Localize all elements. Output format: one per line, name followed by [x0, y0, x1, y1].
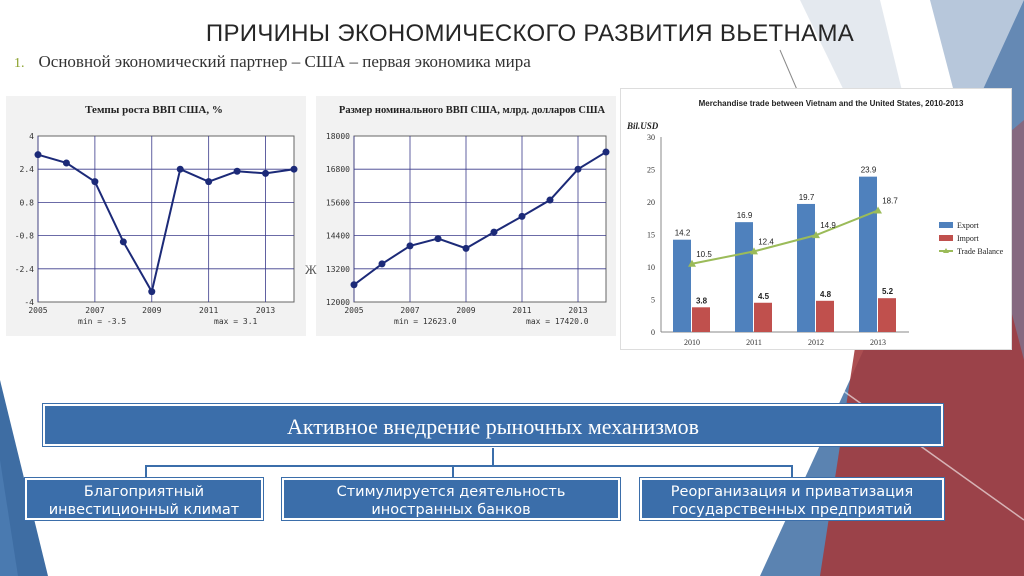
trade-chart-panel — [620, 88, 1012, 350]
data-point — [519, 213, 526, 220]
y-tick-label: 4 — [29, 132, 34, 141]
trade-balance-line — [692, 210, 878, 263]
legend-label: Trade Balance — [957, 247, 1004, 256]
y-tick-label: 5 — [651, 295, 655, 305]
market-mechanisms-box: Активное внедрение рыночных механизмов — [43, 404, 943, 446]
max-label: max = 17420.0 — [526, 317, 589, 326]
data-point — [575, 166, 582, 173]
connector-horizontal — [145, 465, 793, 467]
bullet-number: 1. — [14, 56, 25, 71]
data-point — [120, 238, 127, 245]
y-tick-label: 2.4 — [19, 165, 34, 175]
x-tick-label: 2010 — [684, 338, 700, 347]
data-point — [91, 178, 98, 185]
max-label: max = 3.1 — [214, 317, 258, 326]
legend-swatch — [939, 222, 953, 228]
y-axis-label: Bil.USD — [627, 121, 659, 131]
import-bar — [754, 303, 772, 332]
data-point — [407, 242, 414, 249]
x-tick-label: 2009 — [142, 306, 162, 315]
export-bar — [859, 177, 877, 332]
gdp-growth-chart — [6, 96, 306, 336]
data-label: 18.7 — [882, 196, 898, 206]
chart-title: Темпы роста ВВП США, % — [85, 104, 223, 116]
x-tick-label: 2013 — [870, 338, 886, 347]
investment-climate-box: Благоприятный инвестиционный климат — [25, 478, 263, 520]
chart-title: Размер номинального ВВП США, млрд. долларов США — [338, 105, 606, 116]
connector-middle — [452, 465, 454, 478]
data-label: 14.2 — [674, 228, 691, 238]
gdp-growth-chart-panel — [6, 96, 306, 336]
data-point — [547, 197, 554, 204]
data-label: 16.9 — [736, 211, 753, 221]
trade-chart — [621, 89, 1011, 349]
x-tick-label: 2012 — [808, 338, 824, 347]
data-point — [262, 170, 269, 177]
import-bar — [878, 298, 896, 332]
x-tick-label: 2011 — [512, 306, 532, 315]
data-point — [491, 229, 498, 236]
y-tick-label: 20 — [647, 198, 655, 207]
x-tick-label: 2009 — [456, 306, 476, 315]
connector-left — [145, 465, 147, 478]
connector-right — [791, 465, 793, 478]
min-label: min = -3.5 — [78, 317, 127, 326]
export-bar — [797, 204, 815, 332]
data-point — [177, 166, 184, 173]
data-point — [379, 260, 386, 267]
y-tick-label: -4 — [24, 298, 34, 307]
slide-title: ПРИЧИНЫ ЭКОНОМИЧЕСКОГО РАЗВИТИЯ ВЬЕТНАМА — [205, 20, 855, 47]
y-tick-label: 30 — [647, 133, 655, 142]
y-tick-label: 25 — [647, 165, 655, 175]
legend-swatch — [939, 235, 953, 241]
x-tick-label: 2011 — [199, 306, 219, 315]
plot-area — [38, 136, 294, 302]
y-tick-label: 18000 — [325, 132, 350, 141]
y-tick-label: 10 — [647, 263, 655, 272]
data-label: 4.8 — [819, 289, 832, 299]
foreign-banks-box: Стимулируется деятельность иностранных банков — [282, 478, 620, 520]
x-tick-label: 2005 — [344, 306, 364, 315]
data-point — [148, 288, 155, 295]
legend-label: Import — [957, 234, 979, 243]
import-bar — [692, 307, 710, 332]
data-point — [35, 151, 42, 158]
x-tick-label: 2013 — [255, 306, 276, 315]
y-tick-label: 12000 — [325, 298, 350, 307]
data-label: 5.2 — [881, 287, 894, 297]
y-tick-label: 16800 — [325, 165, 350, 175]
import-bar — [816, 301, 834, 332]
y-tick-label: 15 — [647, 230, 655, 240]
x-tick-label: 2011 — [746, 338, 762, 347]
data-label: 3.8 — [695, 296, 708, 306]
y-tick-label: -2.4 — [14, 264, 34, 274]
min-label: min = 12623.0 — [394, 317, 457, 326]
data-point — [351, 281, 358, 288]
chart-title: Merchandise trade between Vietnam and the United States, 2010-2013 — [698, 99, 964, 108]
connector-vertical — [492, 448, 494, 466]
data-label: 10.5 — [696, 249, 712, 259]
privatization-box: Реорганизация и приватизация государственных предприятий — [640, 478, 944, 520]
x-tick-label: 2007 — [400, 306, 420, 315]
y-tick-label: 13200 — [325, 264, 350, 274]
plot-area — [354, 136, 606, 302]
data-label: 19.7 — [798, 192, 815, 202]
y-tick-label: 0.8 — [19, 198, 34, 208]
data-label: 12.4 — [758, 237, 774, 247]
y-tick-label: 15600 — [325, 198, 350, 208]
data-point — [603, 149, 610, 156]
x-tick-label: 2013 — [568, 306, 588, 315]
y-tick-label: 0 — [651, 328, 655, 337]
gdp-size-chart-panel — [316, 96, 616, 336]
y-tick-label: -0.8 — [14, 231, 34, 241]
data-point — [463, 245, 470, 252]
gdp-size-chart — [316, 96, 616, 336]
data-label: 4.5 — [757, 291, 770, 301]
x-tick-label: 2005 — [28, 306, 48, 315]
data-point — [234, 168, 241, 175]
data-point — [205, 178, 212, 185]
legend-label: Export — [957, 221, 979, 230]
data-label: 14.9 — [820, 221, 836, 231]
export-bar — [735, 222, 753, 332]
export-bar — [673, 240, 691, 332]
data-point — [435, 235, 442, 242]
data-point — [63, 159, 70, 166]
y-tick-label: 14400 — [325, 231, 350, 241]
stray-character: Ж — [305, 262, 317, 277]
bullet-text: Основной экономический партнер – США – первая экономика мира — [38, 52, 531, 71]
data-label: 23.9 — [860, 165, 877, 175]
bullet-item — [14, 52, 531, 72]
x-tick-label: 2007 — [85, 306, 105, 315]
data-point — [291, 166, 298, 173]
